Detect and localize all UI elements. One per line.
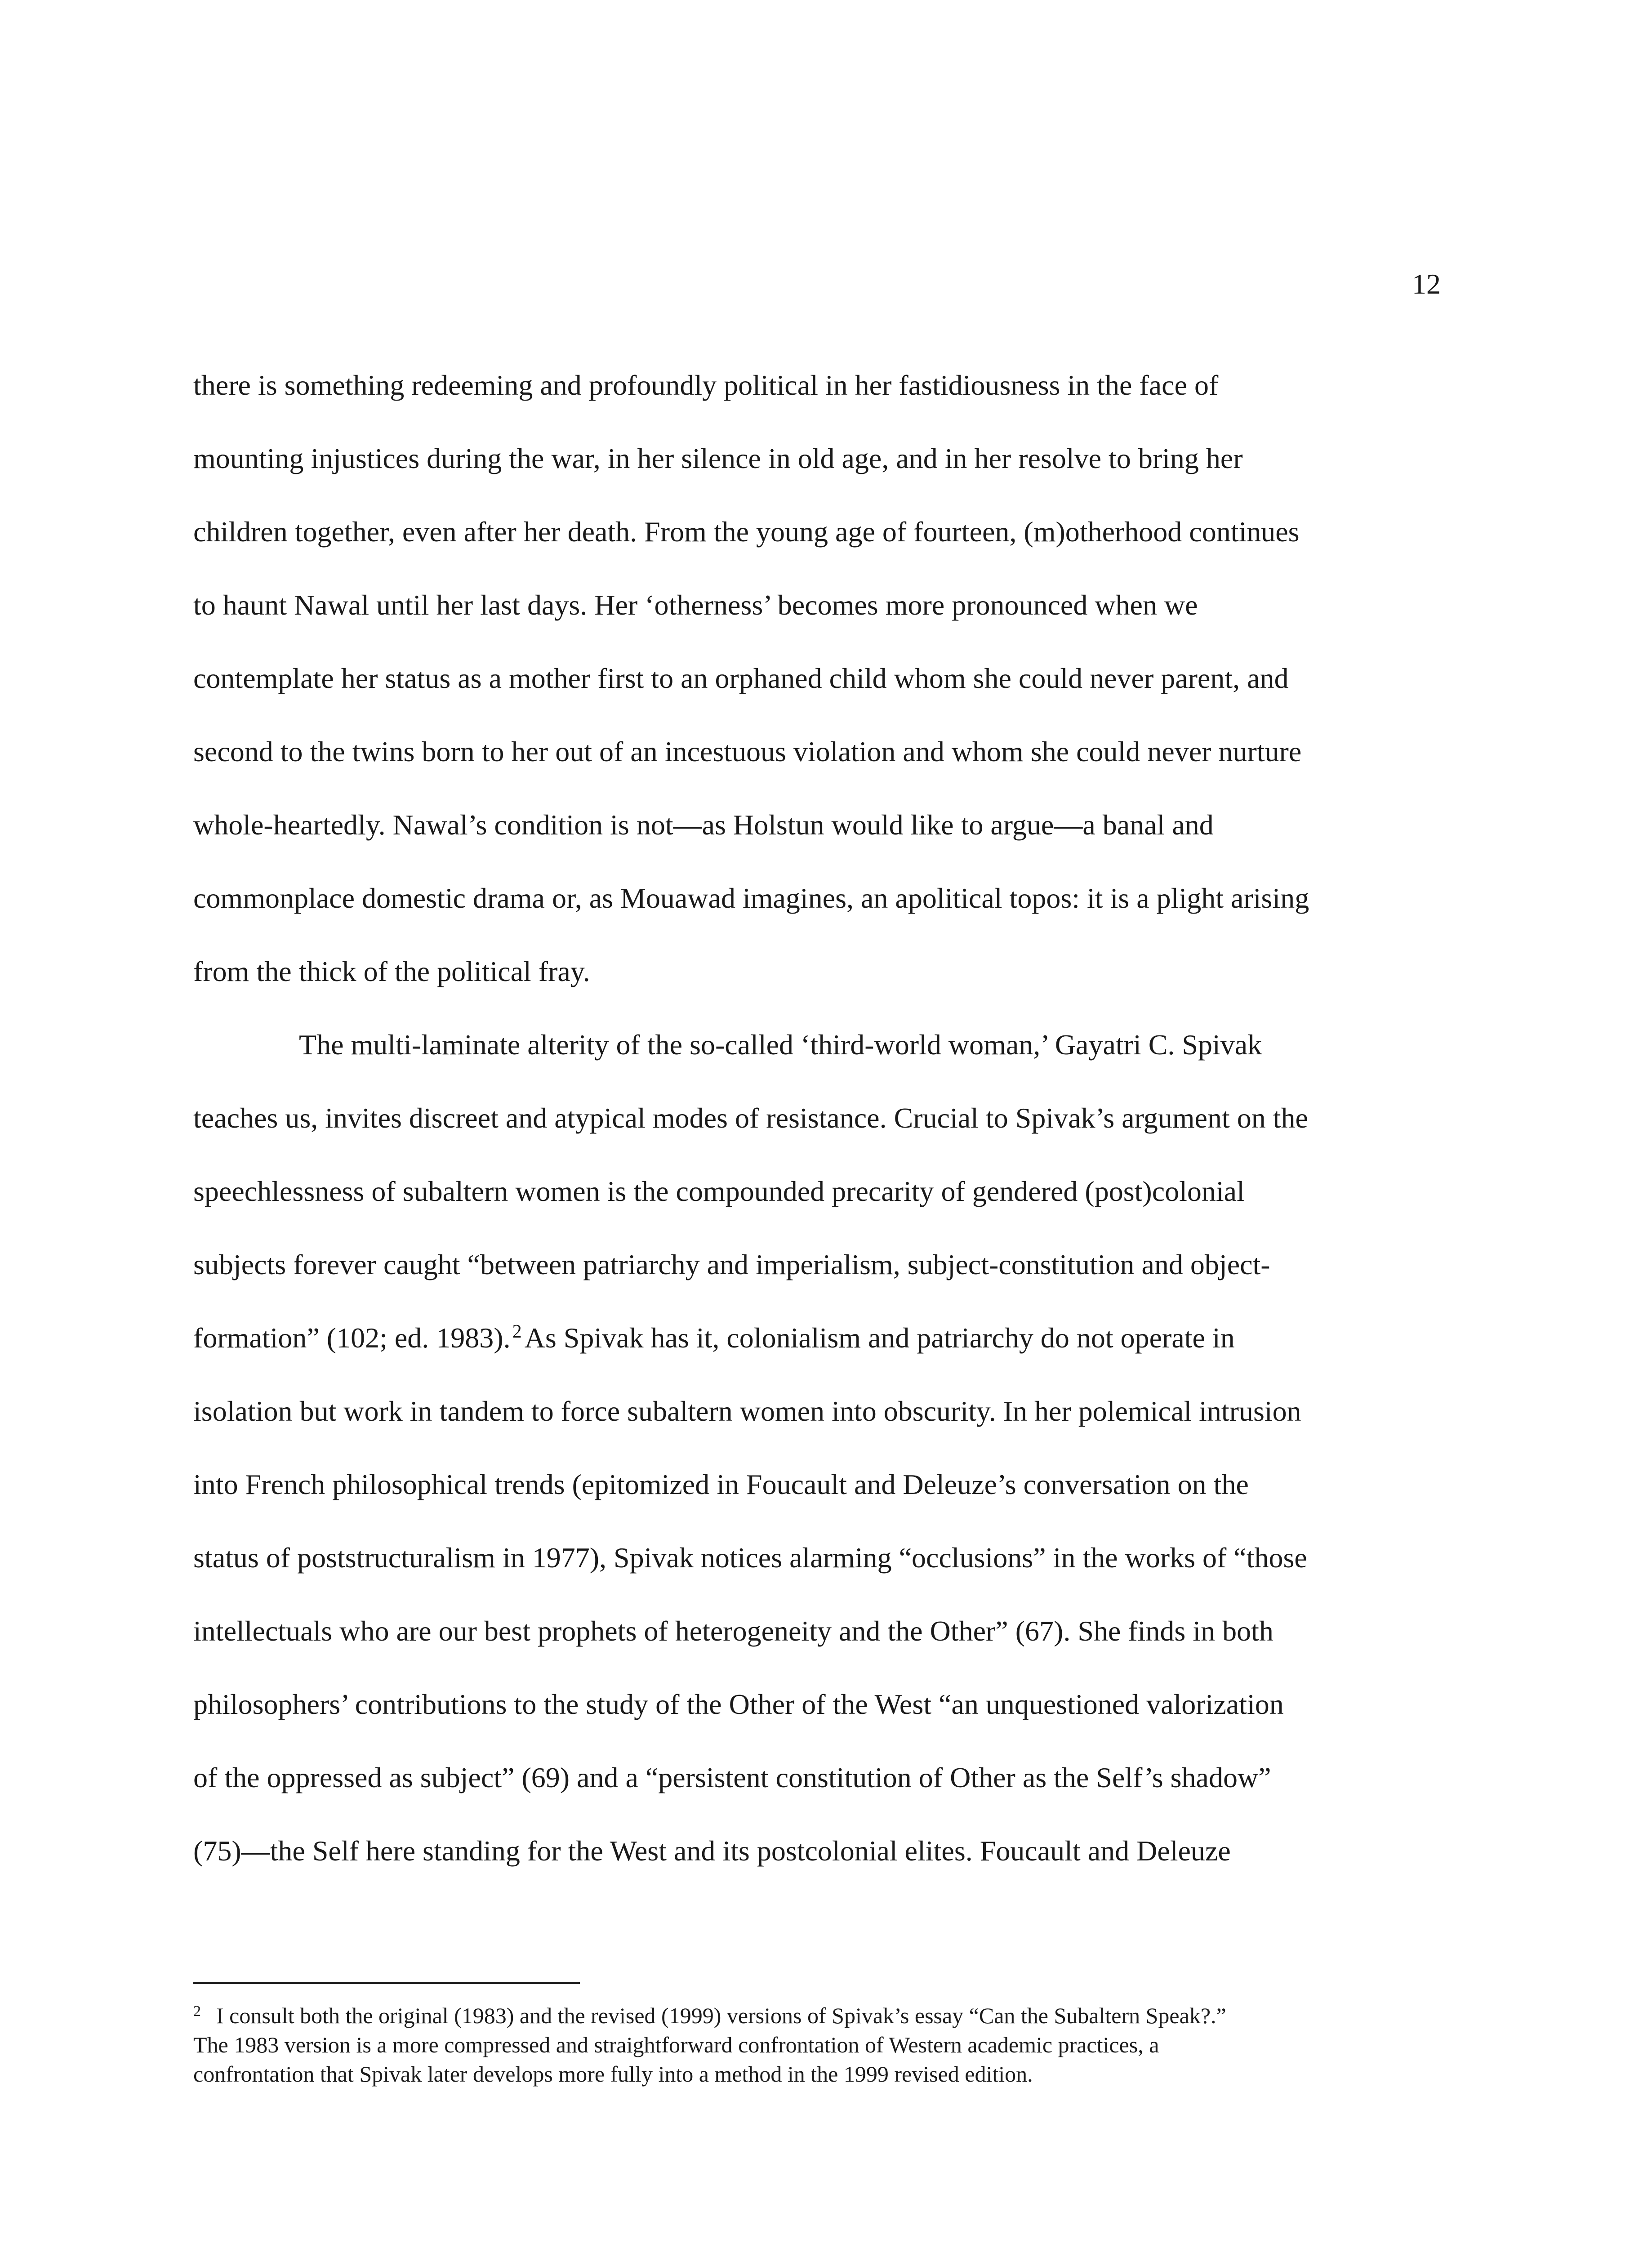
footnote-line: confrontation that Spivak later develops more fully into a method in the 1999 revised edition. [193, 2061, 1033, 2087]
body-line: from the thick of the political fray. [193, 955, 590, 987]
body-line: there is something redeeming and profoundly political in her fastidiousness in the face of [193, 369, 1219, 401]
footnote-line [193, 2003, 1226, 2029]
body-line: into French philosophical trends (epitomized in Foucault and Deleuze’s conversation on the [193, 1468, 1249, 1500]
footnote-reference[interactable]: 2 [512, 1321, 522, 1342]
footnote-separator [193, 1982, 580, 1984]
citation-text: formation” (102; ed. 1983). [193, 1322, 511, 1354]
body-line: mounting injustices during the war, in her silence in old age, and in her resolve to bring her [193, 442, 1243, 474]
body-line: teaches us, invites discreet and atypical modes of resistance. Crucial to Spivak’s argument on the [193, 1102, 1308, 1134]
paragraph-first-line: The multi-laminate alterity of the so-called ‘third-world woman,’ Gayatri C. Spivak [299, 1029, 1262, 1061]
body-line: subjects forever caught “between patriarchy and imperialism, subject-constitution and object- [193, 1249, 1270, 1280]
body-line: second to the twins born to her out of an incestuous violation and whom she could never nurture [193, 736, 1302, 767]
page-number: 12 [1412, 268, 1441, 300]
body-line: to haunt Nawal until her last days. Her ‘otherness’ becomes more pronounced when we [193, 589, 1198, 621]
footnote-line: The 1983 version is a more compressed and straightforward confrontation of Western academic practices, a [193, 2032, 1159, 2057]
body-line: intellectuals who are our best prophets of heterogeneity and the Other” (67). She finds in both [193, 1615, 1274, 1647]
sentence-text: As Spivak has it, colonialism and patriarchy do not operate in [524, 1322, 1235, 1354]
body-line: philosophers’ contributions to the study of the Other of the West “an unquestioned valorization [193, 1688, 1284, 1720]
footnote-text: I consult both the original (1983) and the revised (1999) versions of Spivak’s essay “Can the Subaltern Speak?.” [216, 2003, 1226, 2028]
body-line: isolation but work in tandem to force subaltern women into obscurity. In her polemical intrusion [193, 1395, 1301, 1427]
body-line: children together, even after her death. From the young age of fourteen, (m)otherhood continues [193, 516, 1300, 548]
footnote-number: 2 [193, 2003, 201, 2020]
body-line: whole-heartedly. Nawal’s condition is not—as Holstun would like to argue—a banal and [193, 809, 1214, 841]
body-line: commonplace domestic drama or, as Mouawad imagines, an apolitical topos: it is a plight arising [193, 882, 1309, 914]
body-line: of the oppressed as subject” (69) and a “persistent constitution of Other as the Self’s shadow” [193, 1762, 1271, 1793]
body-line: (75)—the Self here standing for the West and its postcolonial elites. Foucault and Deleuze [193, 1835, 1231, 1867]
body-line [193, 1321, 1235, 1355]
body-line: contemplate her status as a mother first to an orphaned child whom she could never parent, and [193, 662, 1289, 694]
body-line: status of poststructuralism in 1977), Spivak notices alarming “occlusions” in the works of “those [193, 1542, 1307, 1574]
body-line: speechlessness of subaltern women is the compounded precarity of gendered (post)colonial [193, 1175, 1245, 1207]
